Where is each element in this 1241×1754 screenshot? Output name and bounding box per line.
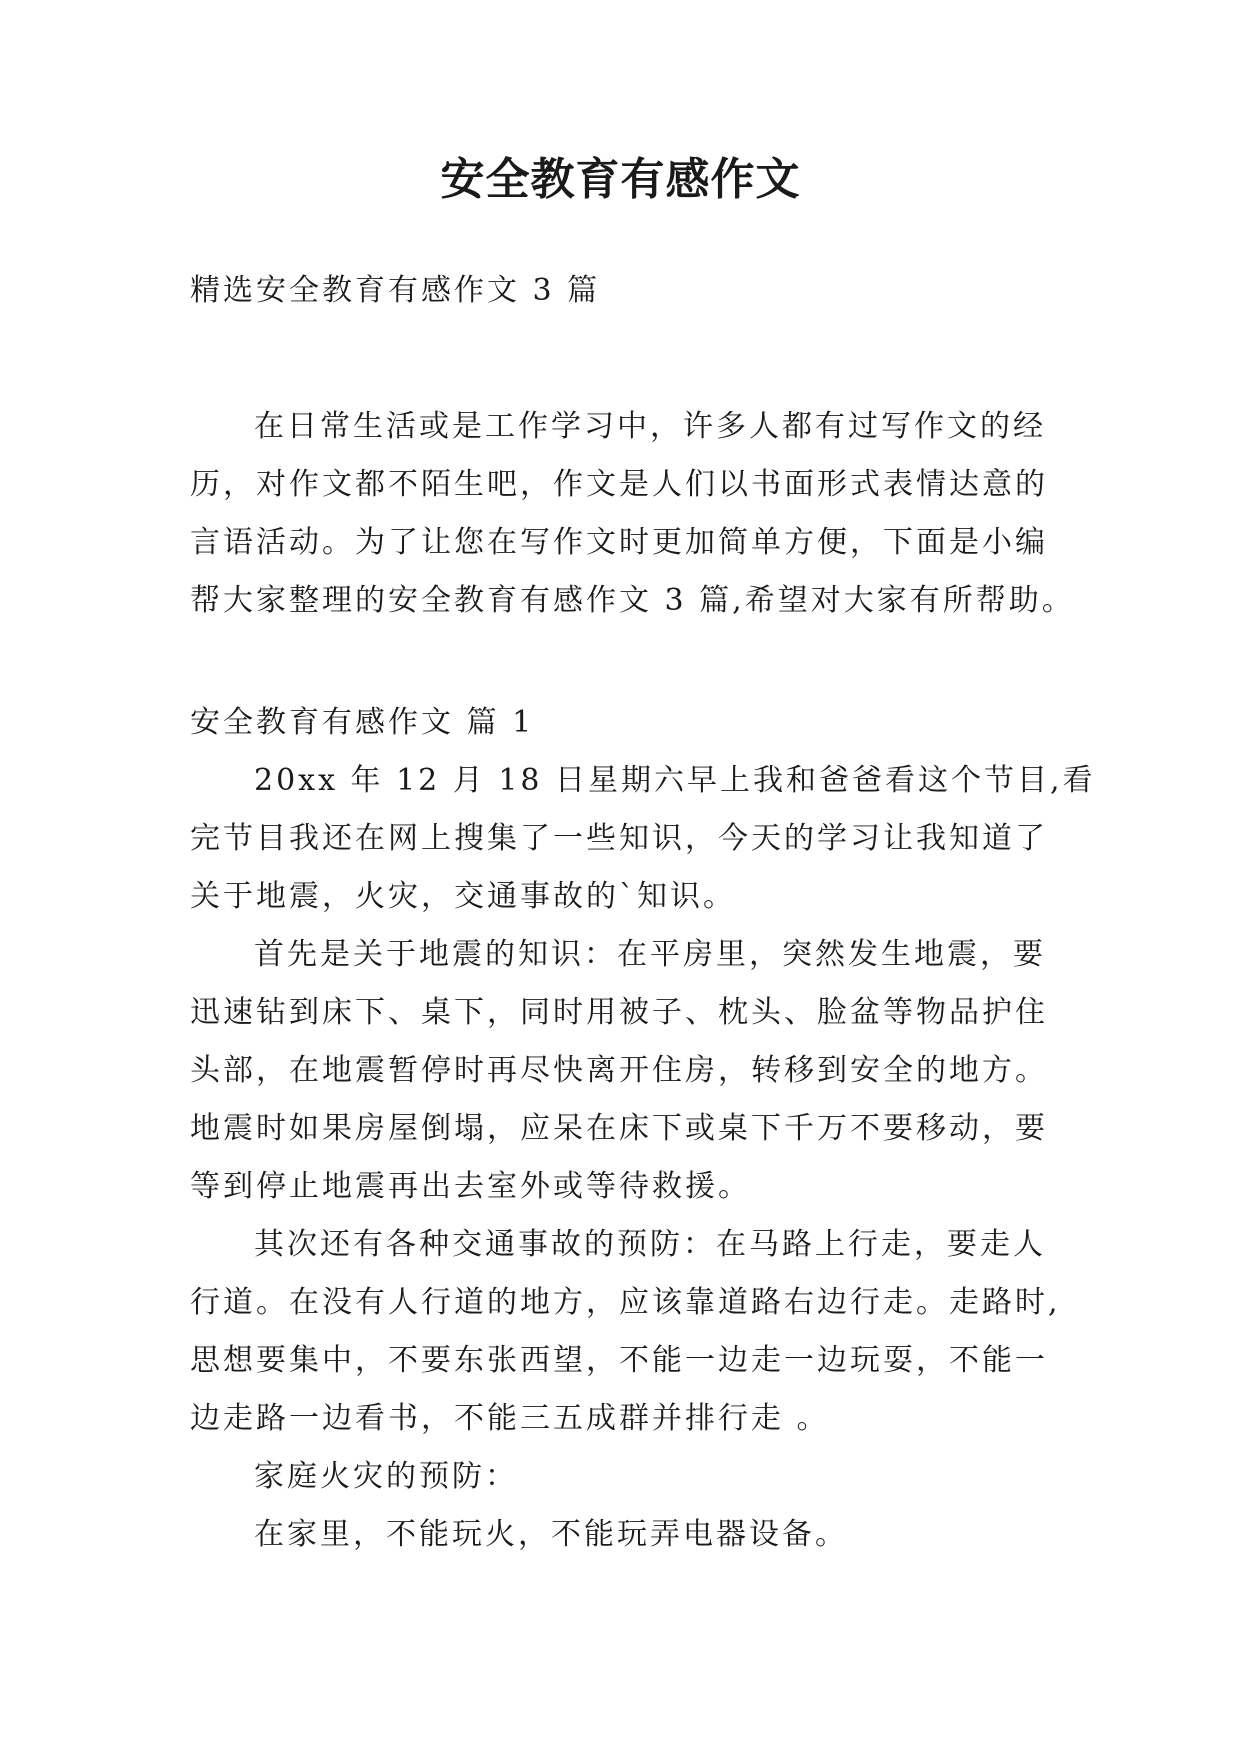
paragraph-line: 思想要集中，不要东张西望，不能一边走一边玩耍，不能一	[190, 1343, 1048, 1378]
paragraph-1	[190, 752, 1096, 926]
paragraph-line: 完节目我还在网上搜集了一些知识，今天的学习让我知道了	[190, 821, 1048, 856]
paragraph-line: 头部，在地震暂停时再尽快离开住房，转移到安全的地方。	[190, 1053, 1048, 1088]
document-title: 安全教育有感作文	[440, 154, 801, 205]
paragraph-5	[190, 1506, 1070, 1564]
intro-line: 帮大家整理的安全教育有感作文 3 篇,希望对大家有所帮助。	[190, 583, 1075, 618]
paragraph-line: 行道。在没有人行道的地方，应该靠道路右边行走。走路时,	[190, 1285, 1061, 1320]
paragraph-line: 关于地震，火灾，交通事故的`知识。	[190, 879, 736, 914]
paragraph-line: 其次还有各种交通事故的预防：在马路上行走，要走人	[254, 1227, 1046, 1262]
paragraph-line: 家庭火灾的预防：	[254, 1459, 518, 1494]
section-heading: 安全教育有感作文 篇 1	[190, 705, 535, 740]
paragraph-line: 等到停止地震再出去室外或等待救援。	[190, 1169, 751, 1204]
paragraph-line: 迅速钻到床下、桌下，同时用被子、枕头、脸盆等物品护住	[190, 995, 1048, 1030]
paragraph-line: 边走路一边看书，不能三五成群并排行走 。	[190, 1401, 830, 1436]
paragraph-line: 在家里，不能玩火，不能玩弄电器设备。	[254, 1517, 848, 1552]
paragraph-line: 首先是关于地震的知识：在平房里，突然发生地震，要	[254, 937, 1046, 972]
paragraph-3	[190, 1216, 1070, 1448]
intro-line: 在日常生活或是工作学习中，许多人都有过写作文的经	[254, 409, 1046, 444]
intro-line: 历，对作文都不陌生吧，作文是人们以书面形式表情达意的	[190, 467, 1048, 502]
paragraph-line: 地震时如果房屋倒塌，应呆在床下或桌下千万不要移动，要	[190, 1111, 1048, 1146]
paragraph-line: 20xx 年 12 月 18 日星期六早上我和爸爸看这个节目,看	[254, 763, 1096, 798]
intro-line: 言语活动。为了让您在写作文时更加简单方便，下面是小编	[190, 525, 1048, 560]
document-subtitle: 精选安全教育有感作文 3 篇	[190, 273, 601, 308]
intro-paragraph	[190, 398, 1075, 630]
paragraph-4	[190, 1448, 1070, 1506]
paragraph-2	[190, 926, 1070, 1216]
